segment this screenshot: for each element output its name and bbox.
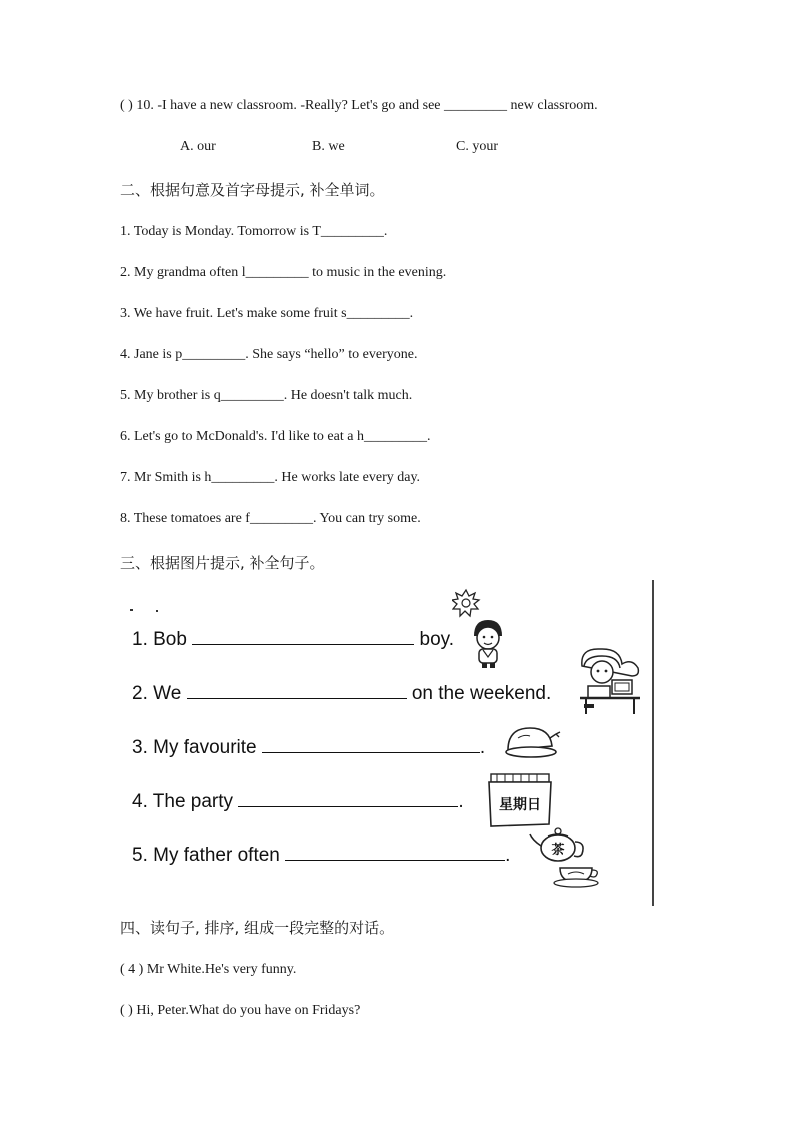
picture-line-1: 1. Bob boy. (132, 629, 455, 650)
option-b[interactable]: B. we (312, 139, 345, 154)
calendar-icon (487, 772, 553, 833)
fill-item: 5. My brother is q_________. He doesn't talk much. (120, 388, 413, 403)
fill-item: 1. Today is Monday. Tomorrow is T_________. (120, 224, 388, 239)
question-text: 10. -I have a new classroom. -Really? Let's go and see (136, 98, 441, 113)
fill-item: 3. We have fruit. Let's make some fruit s_________. (120, 306, 414, 321)
fill-item: 2. My grandma often l_________ to music in the evening. (120, 265, 447, 280)
scan-marks (130, 600, 160, 604)
roast-chicken-icon (504, 724, 562, 765)
section-3-title: 三、根据图片提示, 补全句子。 (120, 554, 325, 572)
question-10 (120, 98, 598, 114)
fill-item: 7. Mr Smith is h_________. He works late every day. (120, 470, 421, 485)
fill-item: 4. Jane is p_________. She says “hello” to everyone. (120, 347, 418, 362)
order-bracket[interactable]: ( ) (120, 1003, 133, 1018)
question-tail: new classroom. (510, 98, 598, 113)
section-4-title: 四、读句子, 排序, 组成一段完整的对话。 (120, 919, 395, 937)
answer-blank[interactable] (262, 736, 480, 753)
tea-label: 茶 (551, 843, 565, 858)
option-a[interactable]: A. our (180, 139, 216, 154)
picture-line-2: 2. We on the weekend. (132, 683, 552, 704)
answer-blank[interactable] (238, 790, 458, 807)
picture-line-5: 5. My father often . (132, 845, 511, 866)
picture-line-4: 4. The party . (132, 791, 464, 812)
answer-bracket: ( ) (120, 98, 133, 113)
picture-border (652, 580, 654, 906)
dialogue-item: ( ) Hi, Peter.What do you have on Fridays? (120, 1003, 361, 1018)
teapot-icon (528, 826, 602, 893)
order-bracket[interactable]: ( 4 ) (120, 962, 144, 977)
option-c[interactable]: C. your (456, 139, 498, 154)
picture-line-3: 3. My favourite . (132, 737, 486, 758)
smart-boy-icon (452, 588, 508, 675)
answer-blank[interactable] (192, 628, 414, 645)
fill-item: 8. These tomatoes are f_________. You can try some. (120, 511, 421, 526)
answer-blank[interactable] (285, 844, 505, 861)
computer-girl-icon (576, 646, 644, 721)
calendar-label: 星期日 (499, 797, 541, 813)
section-2-title: 二、根据句意及首字母提示, 补全单词。 (120, 181, 385, 199)
dialogue-item: ( 4 ) Mr White.He's very funny. (120, 962, 297, 977)
fill-item: 6. Let's go to McDonald's. I'd like to eat a h_________. (120, 429, 431, 444)
answer-blank[interactable] (187, 682, 407, 699)
answer-blank[interactable]: _________ (444, 98, 508, 113)
